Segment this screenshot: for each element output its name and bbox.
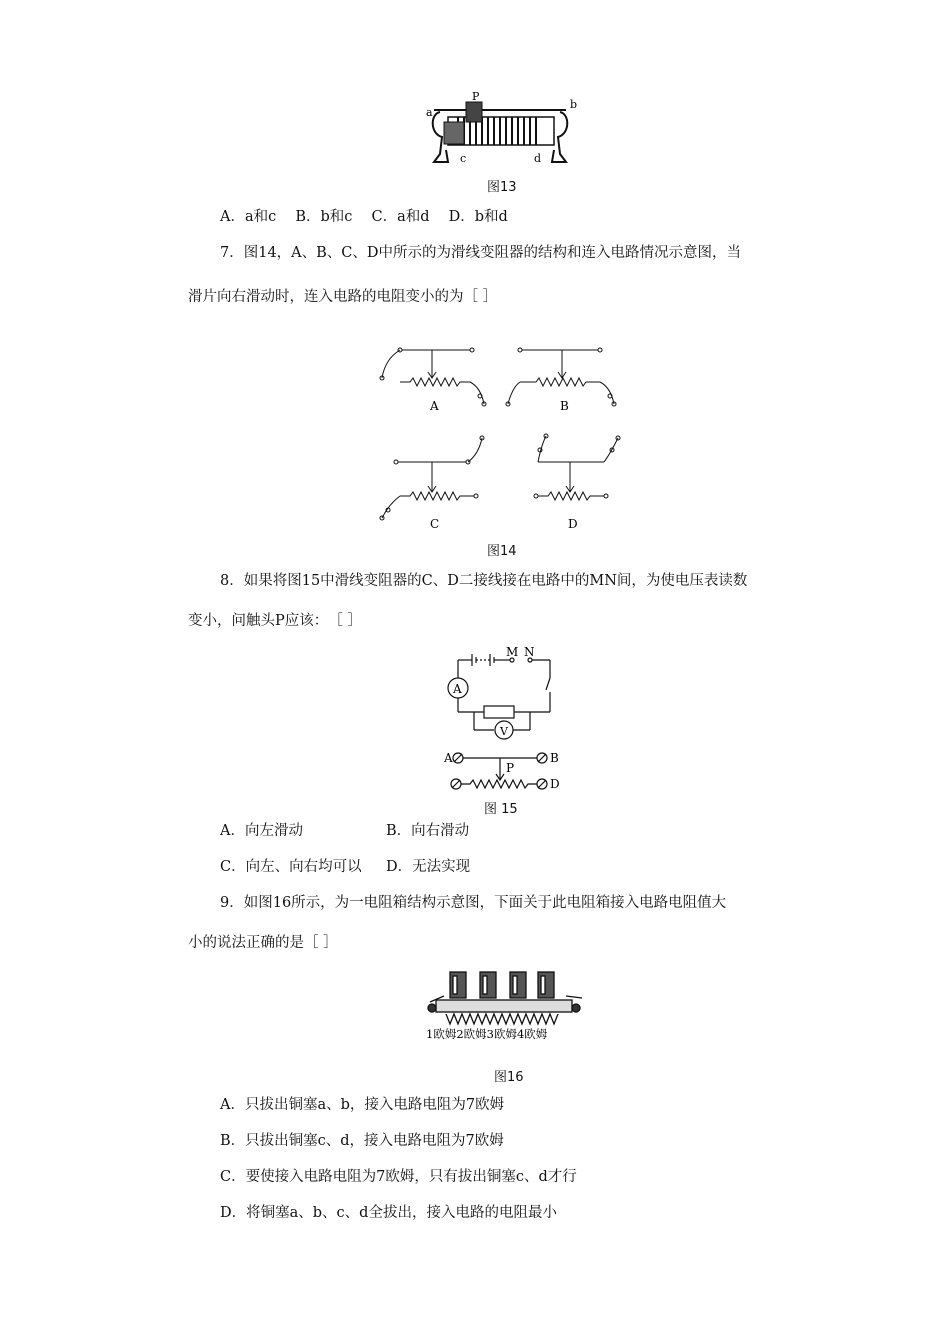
q8-option-d: D．无法实现	[386, 859, 471, 875]
q8-line-2: 变小，问触头P应该： ［ ］	[188, 613, 362, 629]
fig14-label-d: D	[568, 517, 578, 531]
figure-16-caption: 图16	[494, 1070, 524, 1085]
fig13-label-a: a	[426, 106, 433, 119]
q8-option-a: A．向左滑动	[220, 823, 303, 839]
fig14-diagram-c	[380, 436, 484, 520]
q9-option-d: D．将铜塞a、b、c、d全拔出，接入电路的电阻最小	[220, 1205, 557, 1221]
fig15-label-d: D	[550, 777, 560, 791]
fig13-label-b: b	[570, 98, 578, 111]
fig15-ammeter-label: A	[453, 682, 462, 696]
fig14-diagram-b	[506, 348, 616, 406]
figure-14-rheostat-diagrams	[370, 338, 640, 538]
q7-line-1: 7．图14，A、B、C、D中所示的为滑线变阻器的结构和连入电路情况示意图，当	[220, 245, 742, 261]
q8-option-c: C．向左、向右均可以	[220, 859, 362, 875]
fig16-resistor-labels: 1欧姆2欧姆3欧姆4欧姆	[426, 1027, 548, 1040]
q9-option-b: B．只拔出铜塞c、d，接入电路电阻为7欧姆	[220, 1133, 504, 1149]
fig15-label-b: B	[550, 751, 559, 765]
figure-16-resistance-box	[422, 968, 592, 1040]
q9-line-1: 9．如图16所示，为一电阻箱结构示意图，下面关于此电阻箱接入电路电阻值大	[220, 895, 727, 911]
q8-line-1: 8．如果将图15中滑线变阻器的C、D二接线接在电路中的MN间，为使电压表读数	[220, 573, 748, 589]
q9-option-a: A．只拔出铜塞a、b，接入电路电阻为7欧姆	[220, 1097, 505, 1113]
fig14-diagram-d	[534, 434, 620, 500]
q9-option-c: C．要使接入电路电阻为7欧姆，只有拔出铜塞c、d才行	[220, 1169, 577, 1185]
q6-options: A．a和c B．b和c C．a和d D．b和d	[220, 209, 508, 225]
fig14-label-a: A	[430, 399, 439, 413]
figure-15-circuit-diagram	[438, 644, 578, 796]
figure-13-rheostat-illustration	[420, 92, 580, 177]
fig15-label-m: M	[506, 645, 519, 659]
fig13-label-p: P	[472, 92, 480, 103]
figure-13-caption: 图13	[487, 180, 517, 195]
q9-line-2: 小的说法正确的是［ ］	[188, 935, 338, 951]
fig14-label-c: C	[430, 517, 440, 531]
figure-15-caption: 图 15	[484, 802, 518, 817]
figure-14-caption: 图14	[487, 544, 517, 559]
fig14-label-b: B	[560, 399, 569, 413]
fig13-label-c: c	[460, 152, 467, 165]
fig15-label-p: P	[506, 761, 515, 775]
fig14-diagram-a	[380, 348, 486, 406]
fig15-label-n: N	[524, 645, 535, 659]
q8-option-b: B．向右滑动	[386, 823, 470, 839]
fig15-voltmeter-label: V	[500, 725, 508, 738]
q7-line-2: 滑片向右滑动时，连入电路的电阻变小的为［ ］	[188, 289, 498, 305]
fig15-label-a: A	[444, 751, 453, 765]
fig13-label-d: d	[534, 152, 542, 165]
